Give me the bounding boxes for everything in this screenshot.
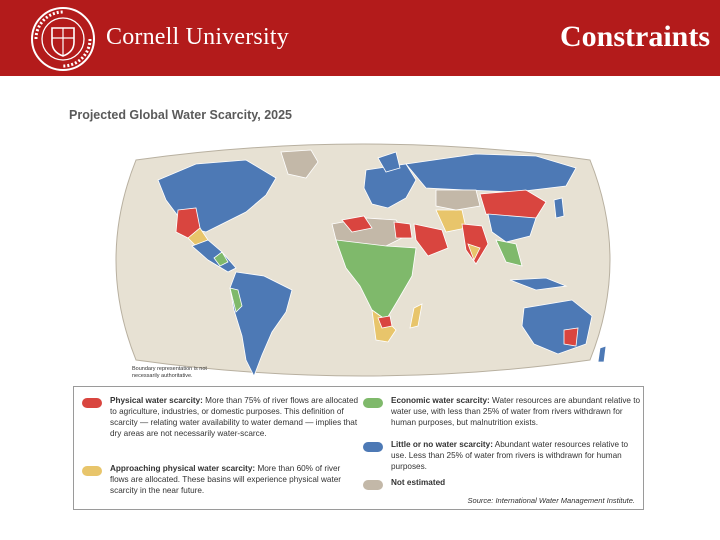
legend-desc-little: Abundant water resources relative to use. Less than 25% of water from rivers is withdrawn for human purposes.	[391, 440, 629, 471]
legend-label-approaching: Approaching physical water scarcity:	[110, 464, 256, 473]
legend-desc-economic: Water resources are abundant relative to water use, with less than 25% of water from rivers withdrawn for human purposes, but malnutrition exists.	[391, 396, 641, 427]
region-new-zealand	[598, 346, 606, 362]
legend-item-little	[391, 439, 641, 472]
legend-item-economic	[391, 395, 641, 428]
region-central-asia	[436, 190, 480, 210]
legend-swatch-approaching	[82, 466, 102, 476]
cornell-seal-icon	[30, 6, 96, 72]
world-water-scarcity-map	[96, 140, 630, 380]
legend-swatch-physical	[82, 398, 102, 408]
legend-swatch-not-estimated	[363, 480, 383, 490]
legend-swatch-economic	[363, 398, 383, 408]
region-egypt	[394, 222, 412, 238]
legend-item-physical	[110, 395, 360, 439]
legend-label-not-estimated: Not estimated	[391, 478, 446, 487]
legend-item-not-estimated	[391, 477, 641, 488]
region-murray-darling	[564, 328, 578, 346]
university-name: Cornell University	[106, 24, 289, 50]
source-note: Source: International Water Management Institute.	[467, 496, 635, 505]
map-legend	[73, 386, 644, 510]
header-bar	[0, 0, 720, 76]
region-japan	[554, 198, 564, 218]
legend-swatch-little	[363, 442, 383, 452]
legend-desc-approaching: More than 60% of river flows are allocated. These basins will experience physical water scarcity in the near future.	[110, 464, 342, 495]
legend-item-approaching	[110, 463, 360, 496]
legend-desc-physical: More than 75% of river flows are allocated to agriculture, industries, or domestic purposes. This definition of scarcity — relating water availability to water demand — implies that dry areas are not necessarily water-scarce.	[110, 396, 359, 438]
slide-title: Constraints	[559, 20, 710, 53]
legend-label-little: Little or no water scarcity:	[391, 440, 493, 449]
boundary-note: Boundary representation is not necessarily authoritative.	[132, 366, 207, 379]
legend-label-physical: Physical water scarcity:	[110, 396, 203, 405]
map-title: Projected Global Water Scarcity, 2025	[69, 108, 293, 122]
legend-label-economic: Economic water scarcity:	[391, 396, 490, 405]
